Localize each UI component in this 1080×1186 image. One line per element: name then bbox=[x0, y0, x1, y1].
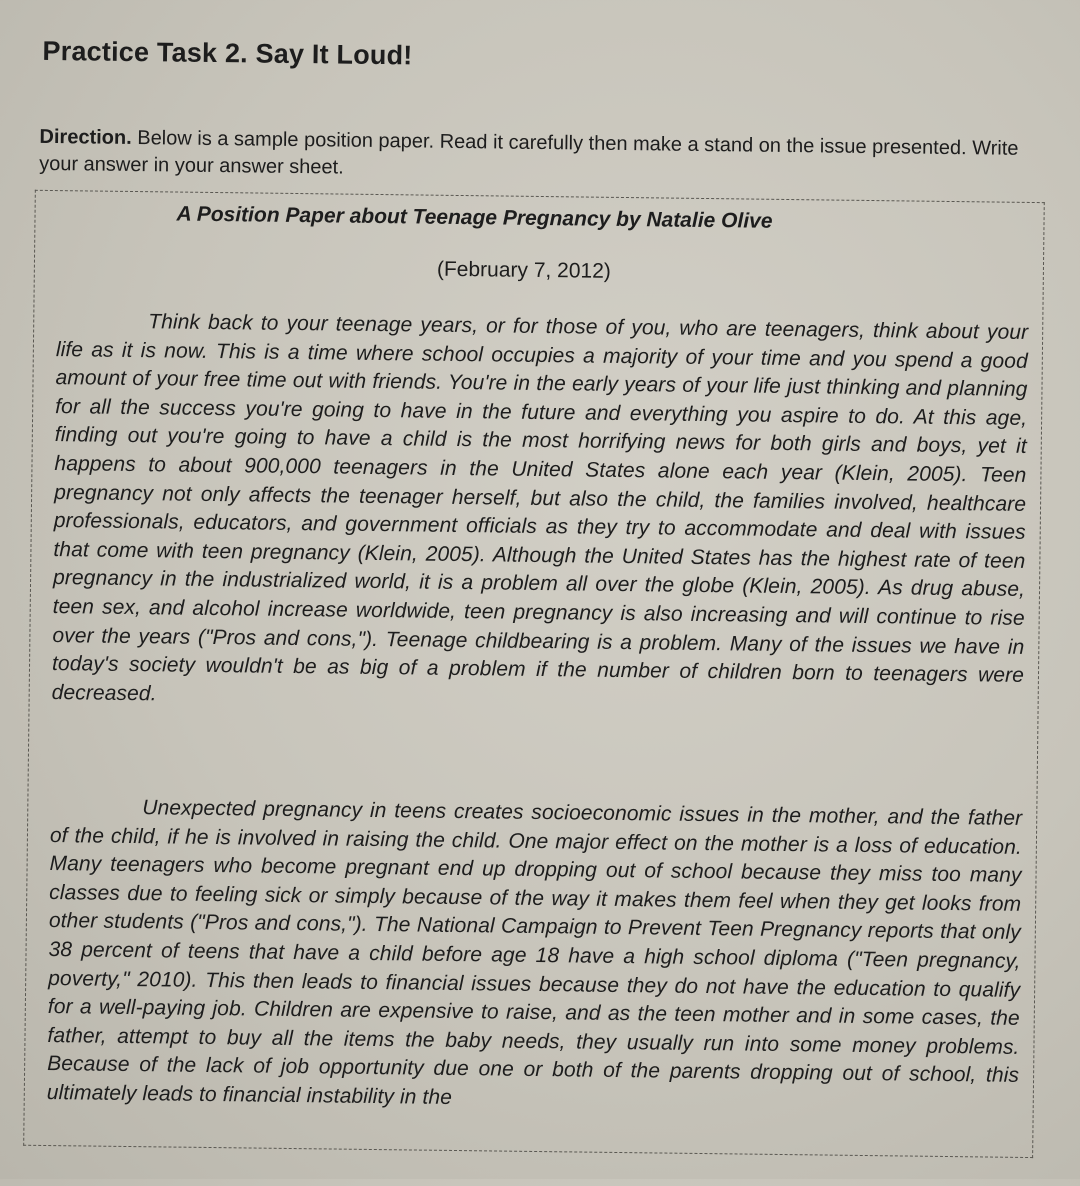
paragraph-1: Think back to your teenage years, or for those of you, who are teenagers, think about your life as it is now. This is a time where school occupies a majority of your time and you spend a good amount of your free time out with friends. You're in the early years of your life just thinking and planning for all the success you're going to have in the future and everything you aspire to do. At this age, finding out you're going to have a child is the most horrifying news for both girls and boys, yet it happens to about 900,000 teenagers in the United States alone each year (Klein, 2005). Teen pregnancy not only affects the teenager herself, but also the child, the families involved, healthcare professionals, educators, and government officials as they try to accommodate and deal with issues that come with teen pregnancy (Klein, 2005). Although the United States has the highest rate of teen pregnancy in the industrialized world, it is a problem all over the globe (Klein, 2005). As drug abuse, teen sex, and alcohol increase worldwide, teen pregnancy is also increasing and will continue to rise over the years ("Pros and cons,"). Teenage childbearing is a problem. Many of the issues we have in today's society wouldn't be as big of a problem if the number of children born to teenagers were decreased. bbox=[51, 310, 1029, 706]
direction-label: Direction. bbox=[39, 125, 132, 149]
paragraph-2: Unexpected pregnancy in teens creates socioeconomic issues in the mother, and the father of the child, if he is involved in raising the child. One major effect on the mother is a loss of education. Many teenagers who become pregnant end up dropping out of school because they miss too many classes due to feeling sick or simply because of the way it makes them feel when they get looks from other students ("Pros and cons,"). The National Campaign to Prevent Teen Pregnancy reports that only 38 percent of teens that have a child before age 18 have a high school diploma ("Teen pregnancy, poverty," 2010). This then leads to financial issues because they do not have the education to qualify for a well-paying job. Children are expensive to raise, and as the teen mother and in some cases, the father, attempt to buy all the items the baby needs, they usually run into some money problems. Because of the lack of job opportunity due one or both of the parents dropping out of school, this ultimately leads to financial instability in the bbox=[46, 796, 1023, 1109]
position-paper-date: (February 7, 2012) bbox=[436, 257, 611, 283]
direction-body: Below is a sample position paper. Read it carefully then make a stand on the issue presented. Write your answer in your answer sheet. bbox=[39, 127, 1019, 179]
position-paper-box bbox=[23, 190, 1045, 1158]
task-title: Practice Task 2. Say It Loud! bbox=[42, 35, 413, 71]
direction-text bbox=[39, 124, 1050, 190]
position-paper-title: A Position Paper about Teenage Pregnancy by Natalie Olive bbox=[176, 202, 773, 233]
